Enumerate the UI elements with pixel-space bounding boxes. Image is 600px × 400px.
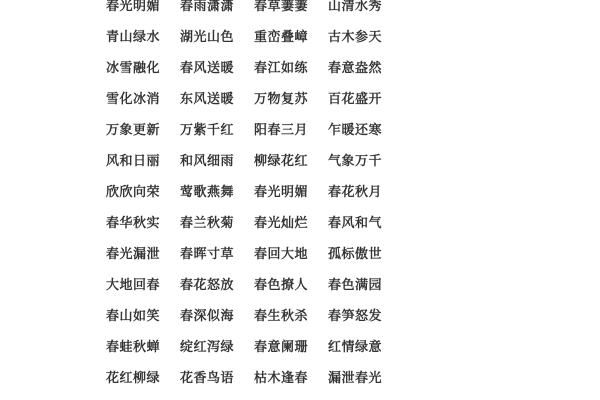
phrase: 和风细雨 <box>179 154 234 169</box>
phrase: 柳绿花红 <box>253 154 308 169</box>
phrase: 枯木逢春 <box>253 371 308 386</box>
phrase: 青山绿水 <box>105 30 160 45</box>
phrase: 万物复苏 <box>253 92 308 107</box>
phrase-row <box>96 51 392 82</box>
phrase: 春笋怒发 <box>327 309 382 324</box>
phrase: 春蛙秋蝉 <box>105 340 160 355</box>
phrase: 湖光山色 <box>179 30 234 45</box>
phrase: 春意盎然 <box>327 61 382 76</box>
phrase-row <box>96 113 392 144</box>
phrase: 春生秋杀 <box>253 309 308 324</box>
phrase: 春意阑珊 <box>253 340 308 355</box>
phrase: 春光漏泄 <box>105 247 160 262</box>
phrase-row <box>96 175 392 206</box>
phrase: 欣欣向荣 <box>105 185 160 200</box>
phrase: 雪化冰消 <box>105 92 160 107</box>
phrase: 春风送暖 <box>179 61 234 76</box>
phrase-row <box>96 299 392 330</box>
phrase: 古木参天 <box>327 30 382 45</box>
phrase: 乍暖还寒 <box>327 123 382 138</box>
phrase: 东风送暖 <box>179 92 234 107</box>
phrase: 阳春三月 <box>253 123 308 138</box>
phrase: 绽红泻绿 <box>179 340 234 355</box>
phrase: 春草萋萋 <box>253 0 308 14</box>
phrase-grid <box>96 0 392 392</box>
phrase: 春光灿烂 <box>253 216 308 231</box>
phrase: 春色撩人 <box>253 278 308 293</box>
phrase: 春风和气 <box>327 216 382 231</box>
phrase-row <box>96 20 392 51</box>
phrase-row <box>96 206 392 237</box>
phrase: 春光明媚 <box>105 0 160 14</box>
phrase: 春山如笑 <box>105 309 160 324</box>
phrase: 山清水秀 <box>327 0 382 14</box>
phrase: 重峦叠嶂 <box>253 30 308 45</box>
phrase: 春花秋月 <box>327 185 382 200</box>
phrase: 春花怒放 <box>179 278 234 293</box>
phrase-row <box>96 82 392 113</box>
phrase: 风和日丽 <box>105 154 160 169</box>
phrase: 花红柳绿 <box>105 371 160 386</box>
phrase: 春色满园 <box>327 278 382 293</box>
phrase: 春回大地 <box>253 247 308 262</box>
phrase-row <box>96 0 392 20</box>
phrase-row <box>96 361 392 392</box>
phrase: 百花盛开 <box>327 92 382 107</box>
phrase: 红情绿意 <box>327 340 382 355</box>
phrase: 大地回春 <box>105 278 160 293</box>
phrase-row <box>96 144 392 175</box>
phrase: 莺歌燕舞 <box>179 185 234 200</box>
phrase: 春深似海 <box>179 309 234 324</box>
phrase-row <box>96 330 392 361</box>
phrase-row <box>96 268 392 299</box>
phrase: 万紫千红 <box>179 123 234 138</box>
phrase: 花香鸟语 <box>179 371 234 386</box>
phrase: 春江如练 <box>253 61 308 76</box>
phrase: 万象更新 <box>105 123 160 138</box>
phrase-row <box>96 237 392 268</box>
phrase: 春光明媚 <box>253 185 308 200</box>
phrase: 春雨潇潇 <box>179 0 234 14</box>
phrase: 孤标傲世 <box>327 247 382 262</box>
phrase: 气象万千 <box>327 154 382 169</box>
phrase: 春兰秋菊 <box>179 216 234 231</box>
phrase: 漏泄春光 <box>327 371 382 386</box>
phrase: 冰雪融化 <box>105 61 160 76</box>
phrase: 春华秋实 <box>105 216 160 231</box>
phrase: 春晖寸草 <box>179 247 234 262</box>
